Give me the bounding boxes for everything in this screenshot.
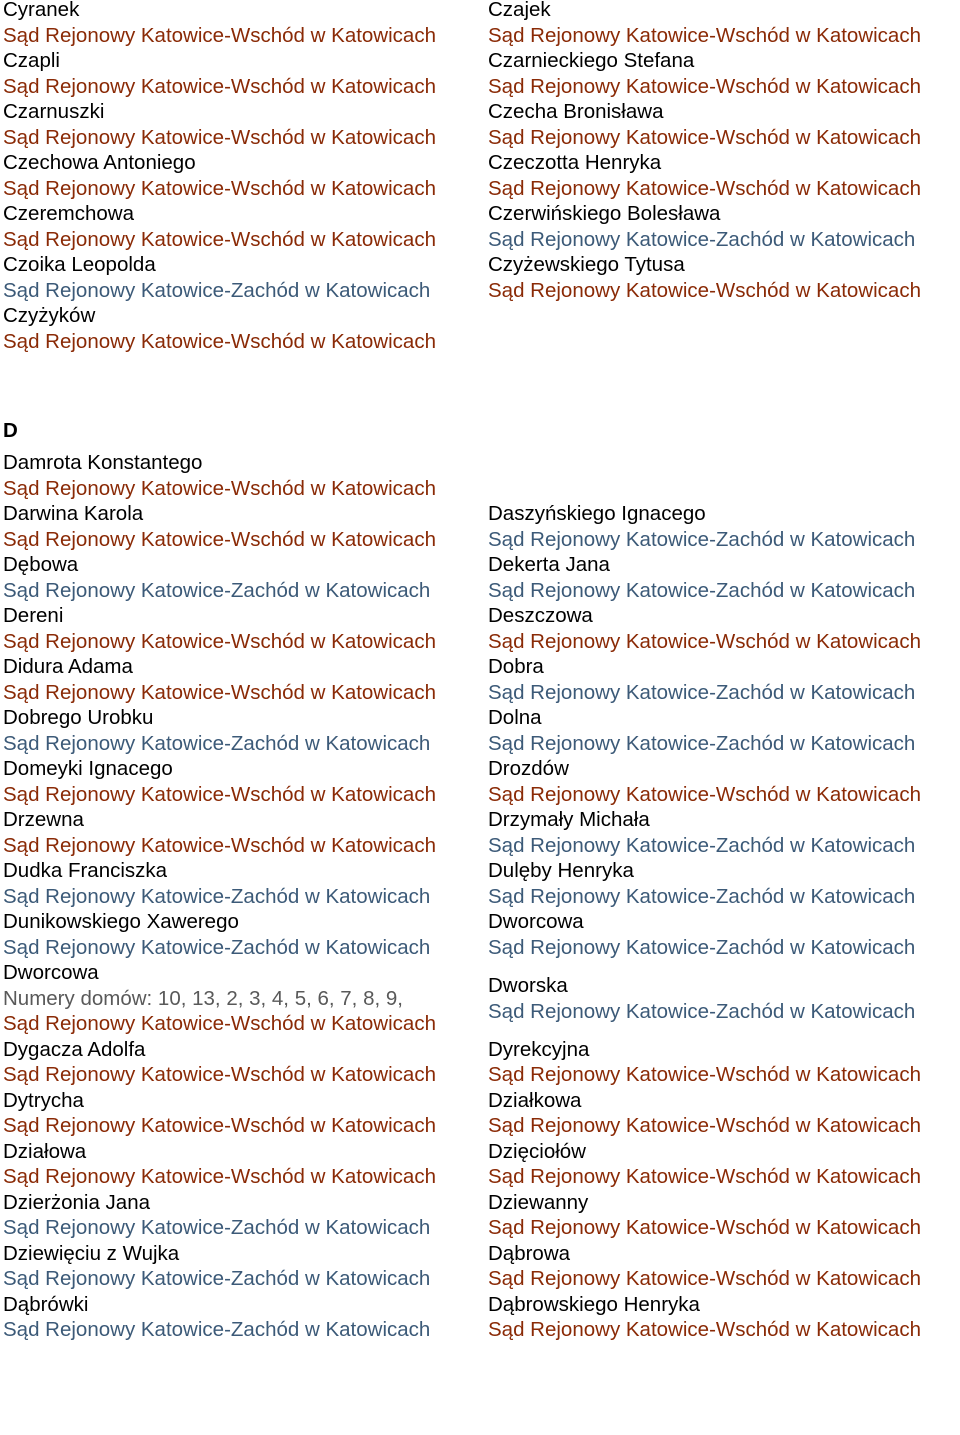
street-entry-right <box>488 756 957 807</box>
street-row <box>3 756 957 807</box>
street-entry-right <box>488 1139 957 1190</box>
street-list-section-d <box>3 450 957 1343</box>
court-name-wschod: Sąd Rejonowy Katowice-Wschód w Katowicach <box>488 23 921 47</box>
court-name-wschod: Sąd Rejonowy Katowice-Wschód w Katowicach <box>3 833 436 857</box>
street-name: Drozdów <box>488 757 569 780</box>
street-name: Dekerta Jana <box>488 553 610 576</box>
street-name: Dzierżonia Jana <box>3 1190 150 1214</box>
court-name-wschod: Sąd Rejonowy Katowice-Wschód w Katowicach <box>3 476 436 500</box>
street-name: Dolna <box>488 706 542 729</box>
court-name-wschod: Sąd Rejonowy Katowice-Wschód w Katowicach <box>3 227 436 251</box>
court-name-wschod: Sąd Rejonowy Katowice-Wschód w Katowicach <box>3 782 436 806</box>
street-row <box>3 1292 957 1343</box>
street-name: Dereni <box>3 604 64 627</box>
street-entry-right <box>488 48 957 99</box>
street-name: Dunikowskiego Xawerego <box>3 910 239 933</box>
street-row <box>3 1037 957 1088</box>
court-name-wschod: Sąd Rejonowy Katowice-Wschód w Katowicach <box>488 1063 921 1086</box>
court-name-zachod: Sąd Rejonowy Katowice-Zachód w Katowicach <box>488 680 916 704</box>
street-row <box>3 450 957 501</box>
street-entry-left <box>3 756 488 807</box>
street-entry-right <box>488 552 957 603</box>
street-entry-left <box>3 252 488 303</box>
street-entry-left <box>3 1088 488 1139</box>
street-row <box>3 48 957 99</box>
court-name-zachod: Sąd Rejonowy Katowice-Zachód w Katowicach <box>3 884 431 908</box>
street-entry-left <box>3 603 488 654</box>
street-row <box>3 150 957 201</box>
street-row <box>3 501 957 552</box>
street-row <box>3 99 957 150</box>
street-name: Czarnieckiego Stefana <box>488 49 695 72</box>
street-entry-right <box>488 960 957 1037</box>
street-row <box>3 0 957 48</box>
street-row <box>3 201 957 252</box>
street-entry-right <box>488 1088 957 1139</box>
court-name-zachod: Sąd Rejonowy Katowice-Zachód w Katowicach <box>488 578 916 602</box>
street-entry-right <box>488 909 957 960</box>
street-entry-left <box>3 201 488 252</box>
street-name: Dzięciołów <box>488 1139 586 1163</box>
court-name-zachod: Sąd Rejonowy Katowice-Zachód w Katowicach <box>488 884 916 908</box>
street-name: Deszczowa <box>488 604 593 627</box>
street-name: Domeyki Ignacego <box>3 757 173 780</box>
street-entry-left <box>3 960 488 1037</box>
street-name: Czeremchowa <box>3 202 135 225</box>
street-name: Czyżyków <box>3 304 96 327</box>
street-entry-left <box>3 450 488 501</box>
street-name: Dulęby Henryka <box>488 859 634 882</box>
street-name: Daszyńskiego Ignacego <box>488 502 706 525</box>
street-name: Czajek <box>488 0 551 21</box>
court-name-zachod: Sąd Rejonowy Katowice-Zachód w Katowicach <box>3 731 431 755</box>
street-name: Działkowa <box>488 1088 582 1112</box>
court-name-wschod: Sąd Rejonowy Katowice-Wschód w Katowicach <box>488 782 921 806</box>
street-row <box>3 1139 957 1190</box>
street-entry-left <box>3 1292 488 1343</box>
court-name-zachod: Sąd Rejonowy Katowice-Zachód w Katowicach <box>488 731 916 755</box>
street-row <box>3 1241 957 1292</box>
court-name-wschod: Sąd Rejonowy Katowice-Wschód w Katowicach <box>488 1216 921 1239</box>
street-entry-right <box>488 1241 957 1292</box>
court-name-zachod: Sąd Rejonowy Katowice-Zachód w Katowicach <box>488 227 916 251</box>
court-name-wschod: Sąd Rejonowy Katowice-Wschód w Katowicach <box>488 1267 921 1290</box>
street-entry-right <box>488 654 957 705</box>
street-entry-left <box>3 303 488 354</box>
court-name-wschod: Sąd Rejonowy Katowice-Wschód w Katowicach <box>3 680 436 704</box>
street-name: Dyrekcyjna <box>488 1037 590 1061</box>
court-name-wschod: Sąd Rejonowy Katowice-Wschód w Katowicach <box>488 1114 921 1137</box>
section-letter-d: D <box>3 419 18 442</box>
street-entry-right <box>488 450 957 501</box>
court-name-wschod: Sąd Rejonowy Katowice-Wschód w Katowicach <box>3 629 436 653</box>
street-row <box>3 705 957 756</box>
street-entry-right <box>488 252 957 303</box>
street-row <box>3 552 957 603</box>
street-row <box>3 654 957 705</box>
court-name-zachod: Sąd Rejonowy Katowice-Zachód w Katowicach <box>488 833 916 857</box>
street-name: Drzymały Michała <box>488 808 650 831</box>
court-name-wschod: Sąd Rejonowy Katowice-Wschód w Katowicach <box>3 125 436 149</box>
street-list-section-c <box>3 0 957 354</box>
street-row <box>3 1190 957 1241</box>
street-entry-left <box>3 501 488 552</box>
street-entry-right <box>488 603 957 654</box>
street-name: Czechowa Antoniego <box>3 151 196 174</box>
street-name: Czapli <box>3 49 60 72</box>
street-entry-right <box>488 150 957 201</box>
street-entry-left <box>3 48 488 99</box>
street-entry-left <box>3 1190 488 1241</box>
street-name: Dworcowa <box>3 961 99 984</box>
court-name-wschod: Sąd Rejonowy Katowice-Wschód w Katowicach <box>3 329 436 353</box>
street-entry-left <box>3 1139 488 1190</box>
court-name-wschod: Sąd Rejonowy Katowice-Wschód w Katowicach <box>3 527 436 551</box>
street-entry-right <box>488 501 957 552</box>
street-entry-left <box>3 858 488 909</box>
court-name-zachod: Sąd Rejonowy Katowice-Zachód w Katowicach <box>3 578 431 602</box>
court-name-wschod: Sąd Rejonowy Katowice-Wschód w Katowicach <box>3 1165 436 1188</box>
street-entry-right <box>488 807 957 858</box>
street-entry-right <box>488 1037 957 1088</box>
street-name: Darwina Karola <box>3 502 144 525</box>
street-entry-right <box>488 705 957 756</box>
street-row <box>3 603 957 654</box>
street-entry-right <box>488 99 957 150</box>
street-row <box>3 303 957 354</box>
street-entry-left <box>3 1241 488 1292</box>
street-name: Drzewna <box>3 808 84 831</box>
street-name: Didura Adama <box>3 655 133 678</box>
spacer <box>488 960 957 973</box>
street-entry-left <box>3 705 488 756</box>
street-entry-right <box>488 303 957 354</box>
street-name: Czecha Bronisława <box>488 100 664 123</box>
street-name: Dworska <box>488 974 568 997</box>
street-name: Dziewięciu z Wujka <box>3 1241 180 1265</box>
street-name: Dębowa <box>3 553 79 576</box>
court-name-wschod: Sąd Rejonowy Katowice-Wschód w Katowicach <box>3 176 436 200</box>
street-row <box>3 807 957 858</box>
court-name-zachod: Sąd Rejonowy Katowice-Zachód w Katowicach <box>3 278 431 302</box>
street-name: Dziewanny <box>488 1190 589 1214</box>
street-name: Czeczotta Henryka <box>488 151 662 174</box>
street-entry-left <box>3 654 488 705</box>
street-name: Damrota Konstantego <box>3 451 203 474</box>
street-row <box>3 252 957 303</box>
street-name: Czyżewskiego Tytusa <box>488 253 685 276</box>
court-name-zachod: Sąd Rejonowy Katowice-Zachód w Katowicach <box>3 1318 431 1341</box>
street-name: Dytrycha <box>3 1088 84 1112</box>
street-name: Dworcowa <box>488 910 584 933</box>
street-name: Czerwińskiego Bolesława <box>488 202 721 225</box>
street-entry-right <box>488 1292 957 1343</box>
street-entry-right <box>488 0 957 48</box>
court-name-wschod: Sąd Rejonowy Katowice-Wschód w Katowicach <box>3 1063 436 1086</box>
court-name-zachod: Sąd Rejonowy Katowice-Zachód w Katowicach <box>488 999 916 1023</box>
court-name-wschod: Sąd Rejonowy Katowice-Wschód w Katowicach <box>3 1012 436 1035</box>
street-name: Czarnuszki <box>3 100 105 123</box>
court-name-wschod: Sąd Rejonowy Katowice-Wschód w Katowicach <box>488 1165 921 1188</box>
street-entry-left <box>3 1037 488 1088</box>
street-name: Dobrego Urobku <box>3 706 154 729</box>
street-name: Czoika Leopolda <box>3 253 156 276</box>
court-name-wschod: Sąd Rejonowy Katowice-Wschód w Katowicach <box>488 278 921 302</box>
street-name: Dąbrowskiego Henryka <box>488 1292 700 1316</box>
street-name: Dąbrówki <box>3 1292 89 1316</box>
court-name-wschod: Sąd Rejonowy Katowice-Wschód w Katowicach <box>488 125 921 149</box>
street-name: Cyranek <box>3 0 80 21</box>
street-row <box>3 858 957 909</box>
court-name-wschod: Sąd Rejonowy Katowice-Wschód w Katowicach <box>488 629 921 653</box>
street-entry-left <box>3 807 488 858</box>
street-entry-right <box>488 201 957 252</box>
court-name-wschod: Sąd Rejonowy Katowice-Wschód w Katowicach <box>3 74 436 98</box>
street-row <box>3 909 957 960</box>
court-name-wschod: Sąd Rejonowy Katowice-Wschód w Katowicach <box>488 176 921 200</box>
street-name: Dobra <box>488 655 544 678</box>
house-numbers: Numery domów: 10, 13, 2, 3, 4, 5, 6, 7, 8, 9, <box>3 986 403 1010</box>
court-name-zachod: Sąd Rejonowy Katowice-Zachód w Katowicach <box>3 935 431 959</box>
street-entry-left <box>3 552 488 603</box>
street-entry-left <box>3 99 488 150</box>
street-name: Działowa <box>3 1139 87 1163</box>
street-entry-right <box>488 858 957 909</box>
street-name: Dąbrowa <box>488 1241 571 1265</box>
street-entry-left <box>3 150 488 201</box>
court-name-zachod: Sąd Rejonowy Katowice-Zachód w Katowicach <box>3 1216 431 1239</box>
court-name-zachod: Sąd Rejonowy Katowice-Zachód w Katowicach <box>3 1267 431 1290</box>
court-name-wschod: Sąd Rejonowy Katowice-Wschód w Katowicach <box>3 23 436 47</box>
street-entry-left <box>3 909 488 960</box>
court-name-wschod: Sąd Rejonowy Katowice-Wschód w Katowicach <box>488 1318 921 1341</box>
court-name-zachod: Sąd Rejonowy Katowice-Zachód w Katowicach <box>488 935 916 959</box>
street-name: Dudka Franciszka <box>3 859 168 882</box>
street-name: Dygacza Adolfa <box>3 1037 146 1061</box>
court-name-zachod: Sąd Rejonowy Katowice-Zachód w Katowicach <box>488 527 916 551</box>
street-row <box>3 1088 957 1139</box>
street-entry-right <box>488 1190 957 1241</box>
street-entry-left <box>3 0 488 48</box>
court-name-wschod: Sąd Rejonowy Katowice-Wschód w Katowicach <box>488 74 921 98</box>
street-row <box>3 960 957 1037</box>
court-name-wschod: Sąd Rejonowy Katowice-Wschód w Katowicach <box>3 1114 436 1137</box>
